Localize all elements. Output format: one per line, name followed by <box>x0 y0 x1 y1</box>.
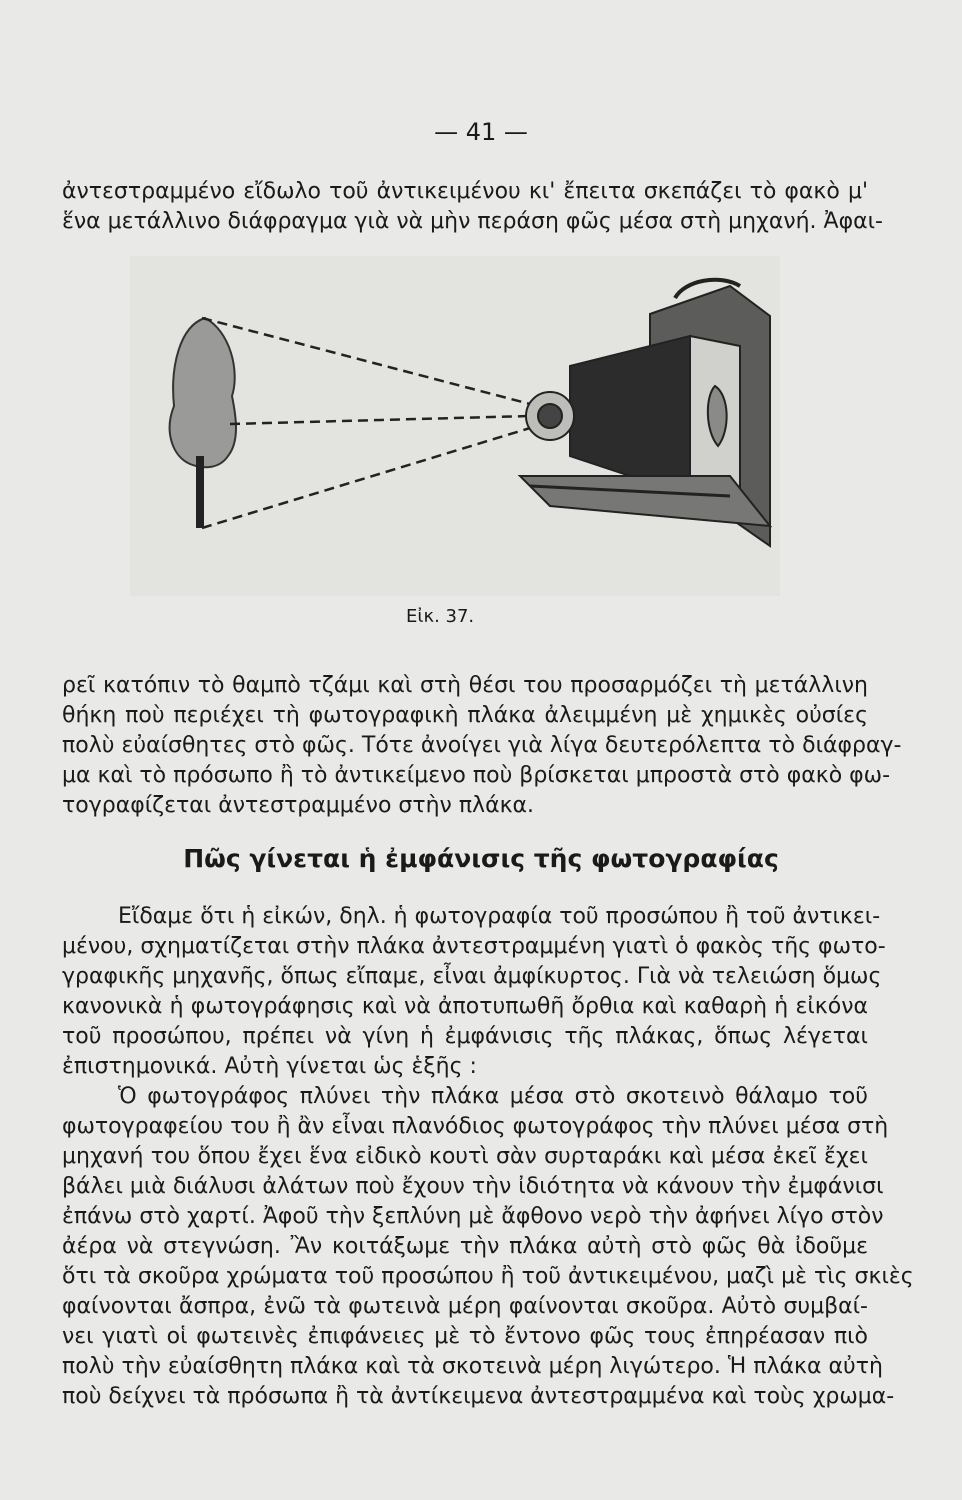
text-line: θήκη ποὺ περιέχει τὴ φωτογραφικὴ πλάκα ἀλειμμένη μὲ χημικὲς οὐσίες <box>62 703 868 728</box>
text-line: βάλει μιὰ διάλυσι ἀλάτων ποὺ ἔχουν τὴν ἰδιότητα νὰ κάνουν τὴν ἐμφάνισι <box>62 1174 884 1199</box>
text-line: ὅτι τὰ σκοῦρα χρώματα τοῦ προσώπου ἢ τοῦ ἀντικειμένου, μαζὶ μὲ τὶς σκιὲς <box>62 1264 914 1289</box>
text-line: ρεῖ κατόπιν τὸ θαμπὸ τζάμι καὶ στὴ θέσι του προσαρμόζει τὴ μετάλλινη <box>62 673 868 698</box>
text-line: πολὺ εὐαίσθητες στὸ φῶς. Τότε ἀνοίγει γιὰ λίγα δευτερόλεπτα τὸ διάφραγ- <box>62 733 902 758</box>
text-line: νει γιατὶ οἱ φωτεινὲς ἐπιφάνειες μὲ τὸ ἔντονο φῶς τους ἐπηρέασαν πιὸ <box>62 1324 868 1349</box>
text-line: κανονικὰ ἡ φωτογράφησις καὶ νὰ ἀποτυπωθῆ ὄρθια καὶ καθαρὴ ἡ εἰκόνα <box>62 994 868 1019</box>
text-line: ἐπιστημονικά. Αὐτὴ γίνεται ὡς ἑξῆς : <box>62 1054 477 1079</box>
text-line: ἀντεστραμμένο εἴδωλο τοῦ ἀντικειμένου κι' ἔπειτα σκεπάζει τὸ φακὸ μ' <box>62 179 868 204</box>
text-line: τογραφίζεται ἀντεστραμμένο στὴν πλάκα. <box>62 793 535 818</box>
text-line: μηχανή του ὅπου ἔχει ἕνα εἰδικὸ κουτὶ σὰν συρταράκι καὶ μέσα ἐκεῖ ἔχει <box>62 1144 868 1169</box>
text-line: μα καὶ τὸ πρόσωπο ἢ τὸ ἀντικείμενο ποὺ βρίσκεται μπροστὰ στὸ φακὸ φω- <box>62 763 891 788</box>
text-line: φωτογραφείου του ἢ ἂν εἶναι πλανόδιος φωτογράφος τὴν πλύνει μέσα στὴ <box>62 1114 889 1139</box>
text-line: πολὺ τὴν εὐαίσθητη πλάκα καὶ τὰ σκοτεινὰ μέρη λιγώτερο. Ἡ πλάκα αὐτὴ <box>62 1354 883 1379</box>
camera-figure <box>130 256 780 596</box>
page-number: — 41 — <box>434 118 528 146</box>
text-line: Εἴδαμε ὅτι ἡ εἰκών, δηλ. ἡ φωτογραφία τοῦ προσώπου ἢ τοῦ ἀντικει- <box>118 904 881 929</box>
text-line: ἀέρα νὰ στεγνώση. Ἂν κοιτάξωμε τὴν πλάκα αὐτὴ στὸ φῶς θὰ ἰδοῦμε <box>62 1234 868 1259</box>
text-line: ποὺ δείχνει τὰ πρόσωπα ἢ τὰ ἀντίκειμενα ἀντεστραμμένα καὶ τοὺς χρωμα- <box>62 1384 895 1409</box>
text-line: Ὁ φωτογράφος πλύνει τὴν πλάκα μέσα στὸ σκοτεινὸ θάλαμο τοῦ <box>118 1084 868 1109</box>
figure-caption: Εἰκ. 37. <box>406 606 475 627</box>
text-line: ἕνα μετάλλινο διάφραγμα γιὰ νὰ μὴν περάση φῶς μέσα στὴ μηχανή. Ἀφαι- <box>62 209 883 234</box>
text-line: τοῦ προσώπου, πρέπει νὰ γίνη ἡ ἐμφάνισις τῆς πλάκας, ὅπως λέγεται <box>62 1024 868 1049</box>
text-line: φαίνονται ἄσπρα, ἐνῶ τὰ φωτεινὰ μέρη φαίνονται σκοῦρα. Αὐτὸ συμβαί- <box>62 1294 868 1319</box>
section-heading: Πῶς γίνεται ἡ ἐμφάνισις τῆς φωτογραφίας <box>183 844 779 873</box>
text-line: ἐπάνω στὸ χαρτί. Ἀφοῦ τὴν ξεπλύνη μὲ ἄφθονο νερὸ τὴν ἀφήνει λίγο στὸν <box>62 1204 884 1229</box>
text-line: γραφικῆς μηχανῆς, ὅπως εἴπαμε, εἶναι ἀμφίκυρτος. Γιὰ νὰ τελειώση ὅμως <box>62 964 882 989</box>
text-line: μένου, σχηματίζεται στὴν πλάκα ἀντεστραμμένη γιατὶ ὁ φακὸς τῆς φωτο- <box>62 934 886 959</box>
